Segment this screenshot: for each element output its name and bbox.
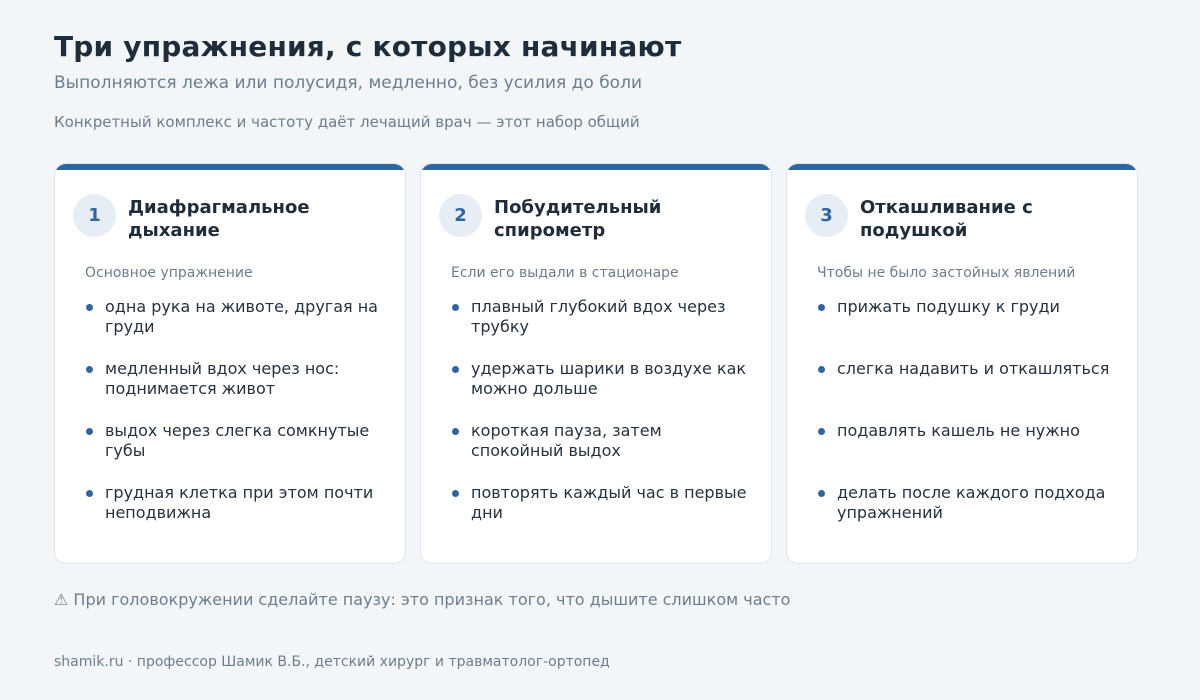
bullet-icon — [818, 304, 825, 311]
card-title: Диафрагмальное дыхание — [128, 197, 310, 241]
card-number-badge: 1 — [73, 194, 116, 237]
list-item — [817, 297, 1121, 359]
bullet-icon — [452, 366, 459, 373]
list-item — [451, 421, 755, 483]
list-item-text: делать после каждого подхода упражнений — [837, 483, 1106, 522]
list-item-text: удержать шарики в воздухе как можно дольше — [471, 359, 747, 398]
list-item-text: грудная клетка при этом почти неподвижна — [105, 483, 374, 522]
list-item-text: выдох через слегка сомкнутые губы — [105, 421, 370, 460]
exercise-card-2 — [420, 163, 772, 564]
card-header — [439, 194, 757, 242]
card-number-badge: 2 — [439, 194, 482, 237]
list-item-text: короткая пауза, затем спокойный выдох — [471, 421, 662, 460]
list-item — [817, 359, 1121, 421]
card-caption: Если его выдали в стационаре — [451, 265, 679, 281]
exercise-card-1 — [54, 163, 406, 564]
card-accent-bar — [55, 164, 405, 170]
list-item-text: подавлять кашель не нужно — [837, 421, 1080, 440]
bullet-icon — [86, 304, 93, 311]
card-caption: Чтобы не было застойных явлений — [817, 265, 1076, 281]
bullet-icon — [452, 304, 459, 311]
list-item — [451, 297, 755, 359]
bullet-icon — [452, 490, 459, 497]
list-item — [85, 359, 389, 421]
card-title: Откашливание с подушкой — [860, 197, 1033, 241]
list-item — [85, 297, 389, 359]
card-step-list — [451, 297, 755, 545]
list-item-text: плавный глубокий вдох через трубку — [471, 297, 726, 336]
list-item — [451, 483, 755, 545]
bullet-icon — [452, 428, 459, 435]
card-header — [73, 194, 391, 242]
exercise-card-3 — [786, 163, 1138, 564]
page-title: Три упражнения, с которых начинают — [54, 30, 682, 63]
list-item-text: прижать подушку к груди — [837, 297, 1060, 316]
card-title: Побудительный спирометр — [494, 197, 662, 241]
bullet-icon — [86, 490, 93, 497]
doctor-note: Конкретный комплекс и частоту даёт лечащий врач — этот набор общий — [54, 113, 640, 131]
exercise-cards — [54, 163, 1138, 564]
list-item-text: одна рука на животе, другая на груди — [105, 297, 378, 336]
bullet-icon — [818, 428, 825, 435]
card-step-list — [85, 297, 389, 545]
card-step-list — [817, 297, 1121, 545]
bullet-icon — [818, 490, 825, 497]
list-item — [817, 483, 1121, 545]
list-item — [85, 483, 389, 545]
card-accent-bar — [421, 164, 771, 170]
list-item-text: медленный вдох через нос: поднимается живот — [105, 359, 340, 398]
bullet-icon — [86, 366, 93, 373]
list-item — [451, 359, 755, 421]
card-accent-bar — [787, 164, 1137, 170]
list-item — [85, 421, 389, 483]
card-header — [805, 194, 1123, 242]
dizziness-warning: ⚠ При головокружении сделайте паузу: это признак того, что дышите слишком часто — [54, 590, 791, 609]
footer-credit: shamik.ru · профессор Шамик В.Б., детский хирург и травматолог-ортопед — [54, 654, 610, 670]
list-item-text: повторять каждый час в первые дни — [471, 483, 747, 522]
list-item — [817, 421, 1121, 483]
page-subtitle: Выполняются лежа или полусидя, медленно, без усилия до боли — [54, 73, 642, 93]
card-caption: Основное упражнение — [85, 265, 253, 281]
bullet-icon — [818, 366, 825, 373]
list-item-text: слегка надавить и откашляться — [837, 359, 1110, 378]
card-number-badge: 3 — [805, 194, 848, 237]
bullet-icon — [86, 428, 93, 435]
